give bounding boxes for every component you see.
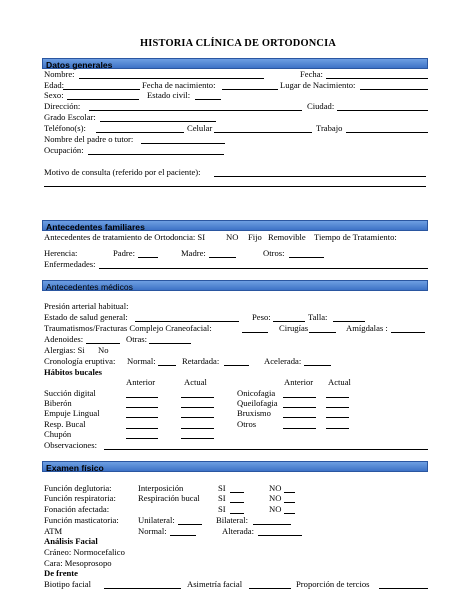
field-lugar-nacimiento[interactable] [360, 89, 428, 90]
label-bilateral: Bilateral: [216, 515, 248, 525]
label-enfermedades: Enfermedades: [44, 259, 96, 269]
section-header-family [42, 220, 428, 231]
habit-actual-field[interactable] [326, 407, 349, 408]
field-peso[interactable] [273, 321, 305, 322]
col-actual-left: Actual [184, 377, 207, 387]
field-respiratoria-no[interactable] [284, 502, 295, 503]
field-direccion[interactable] [89, 110, 302, 111]
habit-actual-field[interactable] [326, 397, 349, 398]
field-normal[interactable] [158, 365, 176, 366]
label-analisis-facial: Análisis Facial [44, 536, 98, 546]
habit-label: Empuje Lingual [44, 408, 100, 418]
label-traumatismos: Traumatismos/Fracturas Complejo Craneofacial: [44, 323, 212, 333]
field-motivo-consulta-line2[interactable] [44, 186, 426, 187]
field-proporcion-tercios[interactable] [379, 588, 428, 589]
habit-label: Queilofagia [237, 398, 278, 408]
label-no: NO [269, 493, 282, 503]
label-atm-normal: Normal: [138, 526, 167, 536]
field-observaciones[interactable] [104, 449, 428, 450]
label-fecha: Fecha: [300, 69, 323, 79]
label-acelerada: Acelerada: [264, 356, 302, 366]
label-talla: Talla: [308, 312, 328, 322]
field-adenoides[interactable] [86, 343, 120, 344]
label-normal: Normal: [127, 356, 156, 366]
field-atm-alterada[interactable] [258, 535, 302, 536]
label-no: NO [226, 232, 239, 242]
label-edad: Edad: [44, 80, 65, 90]
label-madre: Madre: [181, 248, 206, 258]
habit-anterior-field[interactable] [283, 417, 316, 418]
habit-anterior-field[interactable] [126, 428, 158, 429]
habit-actual-field[interactable] [181, 428, 214, 429]
field-acelerada[interactable] [304, 365, 331, 366]
label-nombre: Nombre: [44, 69, 75, 79]
field-sexo[interactable] [67, 99, 139, 100]
section-title: Antecedentes familiares [46, 222, 145, 232]
label-tiempo-tratamiento: Tiempo de Tratamiento: [314, 232, 397, 242]
section-title: Datos generales [46, 60, 113, 70]
field-fonacion-si[interactable] [230, 513, 244, 514]
field-celular[interactable] [214, 132, 312, 133]
label-funcion-masticatoria: Función masticatoria: [44, 515, 119, 525]
field-talla[interactable] [333, 321, 365, 322]
page-title: HISTORIA CLÍNICA DE ORTODONCIA [140, 38, 337, 49]
label-motivo-consulta: Motivo de consulta (referido por el paciente): [44, 167, 201, 177]
field-padre-tutor[interactable] [141, 143, 225, 144]
label-estado-salud: Estado de salud general: [44, 312, 128, 322]
field-atm-normal[interactable] [170, 535, 196, 536]
field-enfermedades[interactable] [99, 268, 428, 269]
habit-actual-field[interactable] [181, 397, 214, 398]
field-grado-escolar[interactable] [100, 121, 216, 122]
label-interposicion: Interposición [138, 483, 184, 493]
habit-actual-field[interactable] [326, 428, 349, 429]
field-otras[interactable] [149, 343, 191, 344]
section-title: Examen físico [46, 463, 104, 473]
habit-anterior-field[interactable] [283, 407, 316, 408]
habit-label: Chupón [44, 429, 72, 439]
label-de-frente: De frente [44, 568, 78, 578]
label-celular: Celular [187, 123, 213, 133]
label-cirugias: Cirugías [279, 323, 309, 333]
label-craneo: Cráneo: Normocefalico [44, 547, 125, 557]
habit-anterior-field[interactable] [283, 428, 316, 429]
label-si: SI [218, 493, 226, 503]
field-estado-salud[interactable] [135, 321, 239, 322]
field-motivo-consulta[interactable] [214, 176, 426, 177]
field-fecha-nacimiento[interactable] [222, 89, 278, 90]
label-habitos-bucales: Hábitos bucales [44, 367, 103, 377]
label-ocupacion: Ocupación: [44, 145, 84, 155]
label-presion-arterial: Presión arterial habitual: [44, 301, 129, 311]
label-no: NO [269, 483, 282, 493]
field-otros[interactable] [289, 257, 324, 258]
section-header-general [42, 58, 428, 69]
habit-anterior-field[interactable] [283, 397, 316, 398]
label-ciudad: Ciudad: [307, 101, 335, 111]
field-traumatismos[interactable] [242, 332, 268, 333]
label-atm: ATM [44, 526, 63, 536]
field-trabajo[interactable] [346, 132, 428, 133]
habit-anterior-field[interactable] [126, 407, 158, 408]
label-direccion: Dirección: [44, 101, 81, 111]
label-respiracion-bucal: Respiración bucal [138, 493, 200, 503]
habit-actual-field[interactable] [181, 407, 214, 408]
field-cirugias[interactable] [309, 332, 336, 333]
label-funcion-respiratoria: Función respiratoria: [44, 493, 116, 503]
label-telefono: Teléfono(s): [44, 123, 86, 133]
label-adenoides: Adenoides: [44, 334, 84, 344]
label-alergias: Alergias: Si [44, 345, 85, 355]
habit-label: Bruxismo [237, 408, 271, 418]
label-no: NO [269, 504, 282, 514]
field-edad[interactable] [63, 89, 140, 90]
label-amigdalas: Amígdalas : [346, 323, 388, 333]
col-anterior-left: Anterior [126, 377, 156, 387]
field-fonacion-no[interactable] [284, 513, 295, 514]
field-deglutoria-no[interactable] [284, 492, 295, 493]
col-actual-right: Actual [328, 377, 351, 387]
label-cronologia-eruptiva: Cronología eruptiva: [44, 356, 116, 366]
habit-anterior-field[interactable] [126, 397, 158, 398]
label-padre: Padre: [113, 248, 135, 258]
field-ciudad[interactable] [337, 110, 428, 111]
habit-label: Biberón [44, 398, 72, 408]
habit-actual-field[interactable] [181, 417, 214, 418]
label-si: SI [218, 483, 226, 493]
field-unilateral[interactable] [178, 524, 202, 525]
label-herencia: Herencia: [44, 248, 78, 258]
field-bilateral[interactable] [253, 524, 291, 525]
habit-actual-field[interactable] [326, 417, 349, 418]
label-padre-tutor: Nombre del padre o tutor: [44, 134, 134, 144]
section-header-exam [42, 461, 428, 472]
field-biotipo-facial[interactable] [104, 588, 181, 589]
label-estado-civil: Estado civil: [147, 90, 191, 100]
label-retardada: Retardada: [182, 356, 220, 366]
field-padre[interactable] [138, 257, 158, 258]
col-anterior-right: Anterior [284, 377, 314, 387]
section-header-medical [42, 280, 428, 291]
label-fijo: Fijo [248, 232, 262, 242]
habit-anterior-field[interactable] [126, 417, 158, 418]
label-cara: Cara: Mesoprosopo [44, 558, 112, 568]
field-fecha[interactable] [326, 78, 428, 79]
section-title: Antecedentes médicos [46, 282, 133, 292]
label-atm-alterada: Alterada: [222, 526, 254, 536]
label-fonacion-afectada: Fonación afectada: [44, 504, 110, 514]
field-deglutoria-si[interactable] [230, 492, 244, 493]
field-amigdalas[interactable] [391, 332, 425, 333]
field-estado-civil[interactable] [195, 99, 221, 100]
habit-label: Succión digital [44, 388, 96, 398]
label-sexo: Sexo: [44, 90, 64, 100]
label-fecha-nacimiento: Fecha de nacimiento: [142, 80, 216, 90]
field-madre[interactable] [209, 257, 236, 258]
label-removible: Removible [268, 232, 306, 242]
field-retardada[interactable] [224, 365, 249, 366]
field-nombre[interactable] [79, 78, 264, 79]
label-lugar-nacimiento: Lugar de Nacimiento: [280, 80, 356, 90]
label-biotipo-facial: Biotipo facial [44, 579, 92, 589]
field-respiratoria-si[interactable] [230, 502, 244, 503]
habit-label: Resp. Bucal [44, 419, 86, 429]
label-unilateral: Unilateral: [138, 515, 175, 525]
field-asimetria-facial[interactable] [249, 588, 291, 589]
field-telefono[interactable] [96, 132, 184, 133]
label-otros: Otros: [263, 248, 285, 258]
habit-label: Otros [237, 419, 257, 429]
label-asimetria-facial: Asimetría facial [187, 579, 243, 589]
habit-label: Onicofagia [237, 388, 276, 398]
label-trabajo: Trabajo [316, 123, 343, 133]
habit-actual-field[interactable] [181, 438, 214, 439]
label-alergias-no: No [98, 345, 109, 355]
label-antecedentes-ortodoncia: Antecedentes de tratamiento de Ortodoncia: SI [44, 232, 206, 242]
label-otras: Otras: [126, 334, 148, 344]
habit-anterior-field[interactable] [126, 438, 158, 439]
label-observaciones: Observaciones: [44, 440, 97, 450]
label-grado-escolar: Grado Escolar: [44, 112, 96, 122]
label-funcion-deglutoria: Función deglutoria: [44, 483, 112, 493]
field-ocupacion[interactable] [88, 154, 224, 155]
label-si: SI [218, 504, 226, 514]
label-proporcion-tercios: Proporción de tercios [296, 579, 370, 589]
label-peso: Peso: [252, 312, 271, 322]
